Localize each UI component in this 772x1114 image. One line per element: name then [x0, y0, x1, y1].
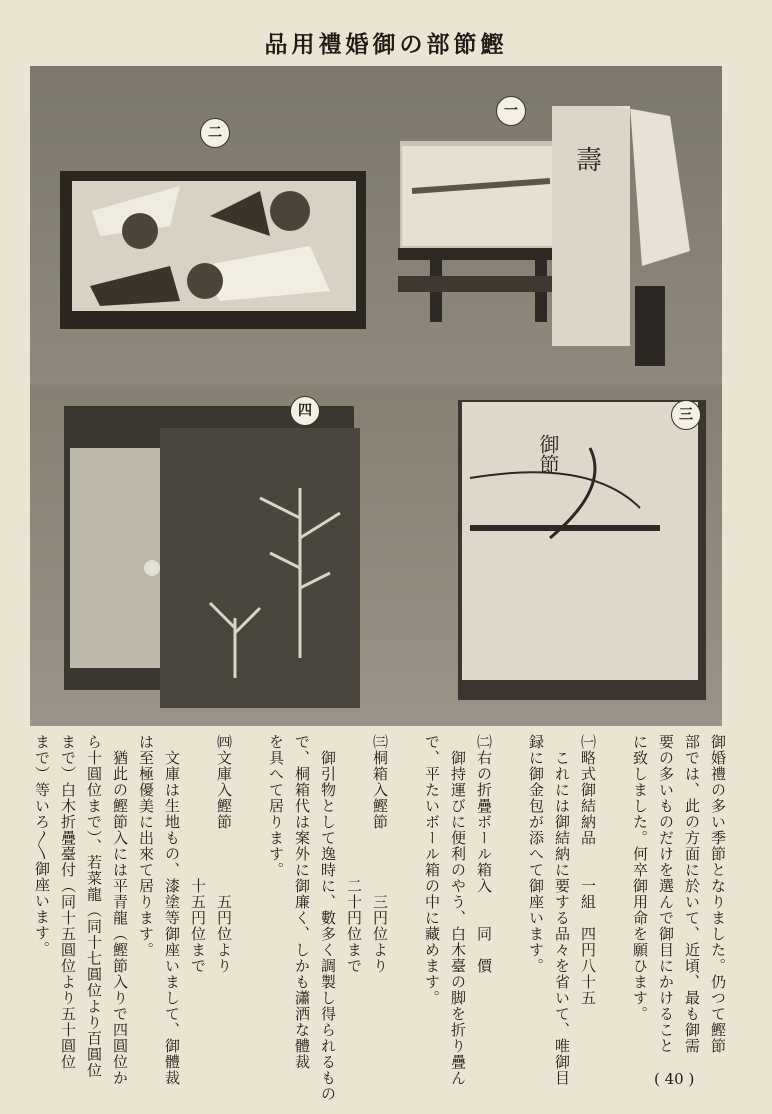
text-column: ㈢桐箱入鰹節 三円位より: [371, 734, 389, 974]
figure-label-2: 二: [200, 118, 230, 148]
photo-plate: [30, 66, 722, 726]
text-column: 二十円位まで: [345, 734, 363, 974]
text-column: に致しました。何卒御用命を願ひます。: [631, 734, 649, 1022]
figure-label-1: 一: [496, 96, 526, 126]
text-column: 文庫は生地もの、漆塗等御座いまして、御體裁: [163, 734, 181, 1086]
text-column: ㈡右の折疊ボール箱入 同 價: [475, 734, 493, 974]
text-column: 猶此の鰹節入には平青龍（鰹節入りで四圓位か: [111, 734, 129, 1086]
text-column: 録に御金包が添へて御座います。: [527, 734, 545, 974]
photo-panel-bottom: [30, 388, 722, 726]
text-column: 十五円位まで: [189, 734, 207, 974]
text-column: で、桐箱代は案外に御廉く、しかも瀟洒な體裁: [293, 734, 311, 1070]
text-column: は至極優美に出來て居ります。: [137, 734, 155, 958]
photo-bottom-drawing: [30, 388, 722, 726]
figure-label-3: 三: [671, 400, 701, 430]
photo-panel-top: [30, 66, 722, 384]
text-column: まで）白木折疊臺付（同十五圓位より五十圓位: [59, 734, 77, 1070]
text-column: ㈣文庫入鰹節 五円位より: [215, 734, 233, 974]
text-column: ㈠略式御結納品 一組 四円八十五: [579, 734, 597, 1006]
text-column: これには御結納に要する品々を省いて、唯御目: [553, 734, 571, 1086]
page-number: ( 40 ): [654, 1070, 695, 1088]
kotobuki-inscription: 壽: [576, 146, 603, 176]
text-column: ら十圓位まで）、若菜龍（同十七圓位より百圓位: [85, 734, 103, 1079]
text-column: 要の多いものだけを選んで御目にかけること: [657, 734, 675, 1054]
text-column: で、平たいボール箱の中に藏めます。: [423, 734, 441, 1006]
text-column: 部では、此の方面に於いて、近頃、最も御需: [683, 734, 701, 1054]
gokatsuobushi-inscription: 御節: [536, 434, 560, 474]
page-title: 品用禮婚御の部節鰹: [264, 31, 508, 58]
text-column: 御引物として逸時に、數多く調製し得られるもの: [319, 734, 337, 1102]
text-column: 御婚禮の多い季節となりました。仍つて鰹節: [709, 734, 727, 1054]
text-column: を具へて居ります。: [267, 734, 285, 878]
text-column: まで）等いろ〳〵御座います。: [33, 734, 51, 957]
photo-top-drawing: [30, 66, 722, 384]
text-column: 御持運びに便利のやう、白木臺の脚を折り疊ん: [449, 734, 467, 1086]
figure-label-4: 四: [290, 396, 320, 426]
